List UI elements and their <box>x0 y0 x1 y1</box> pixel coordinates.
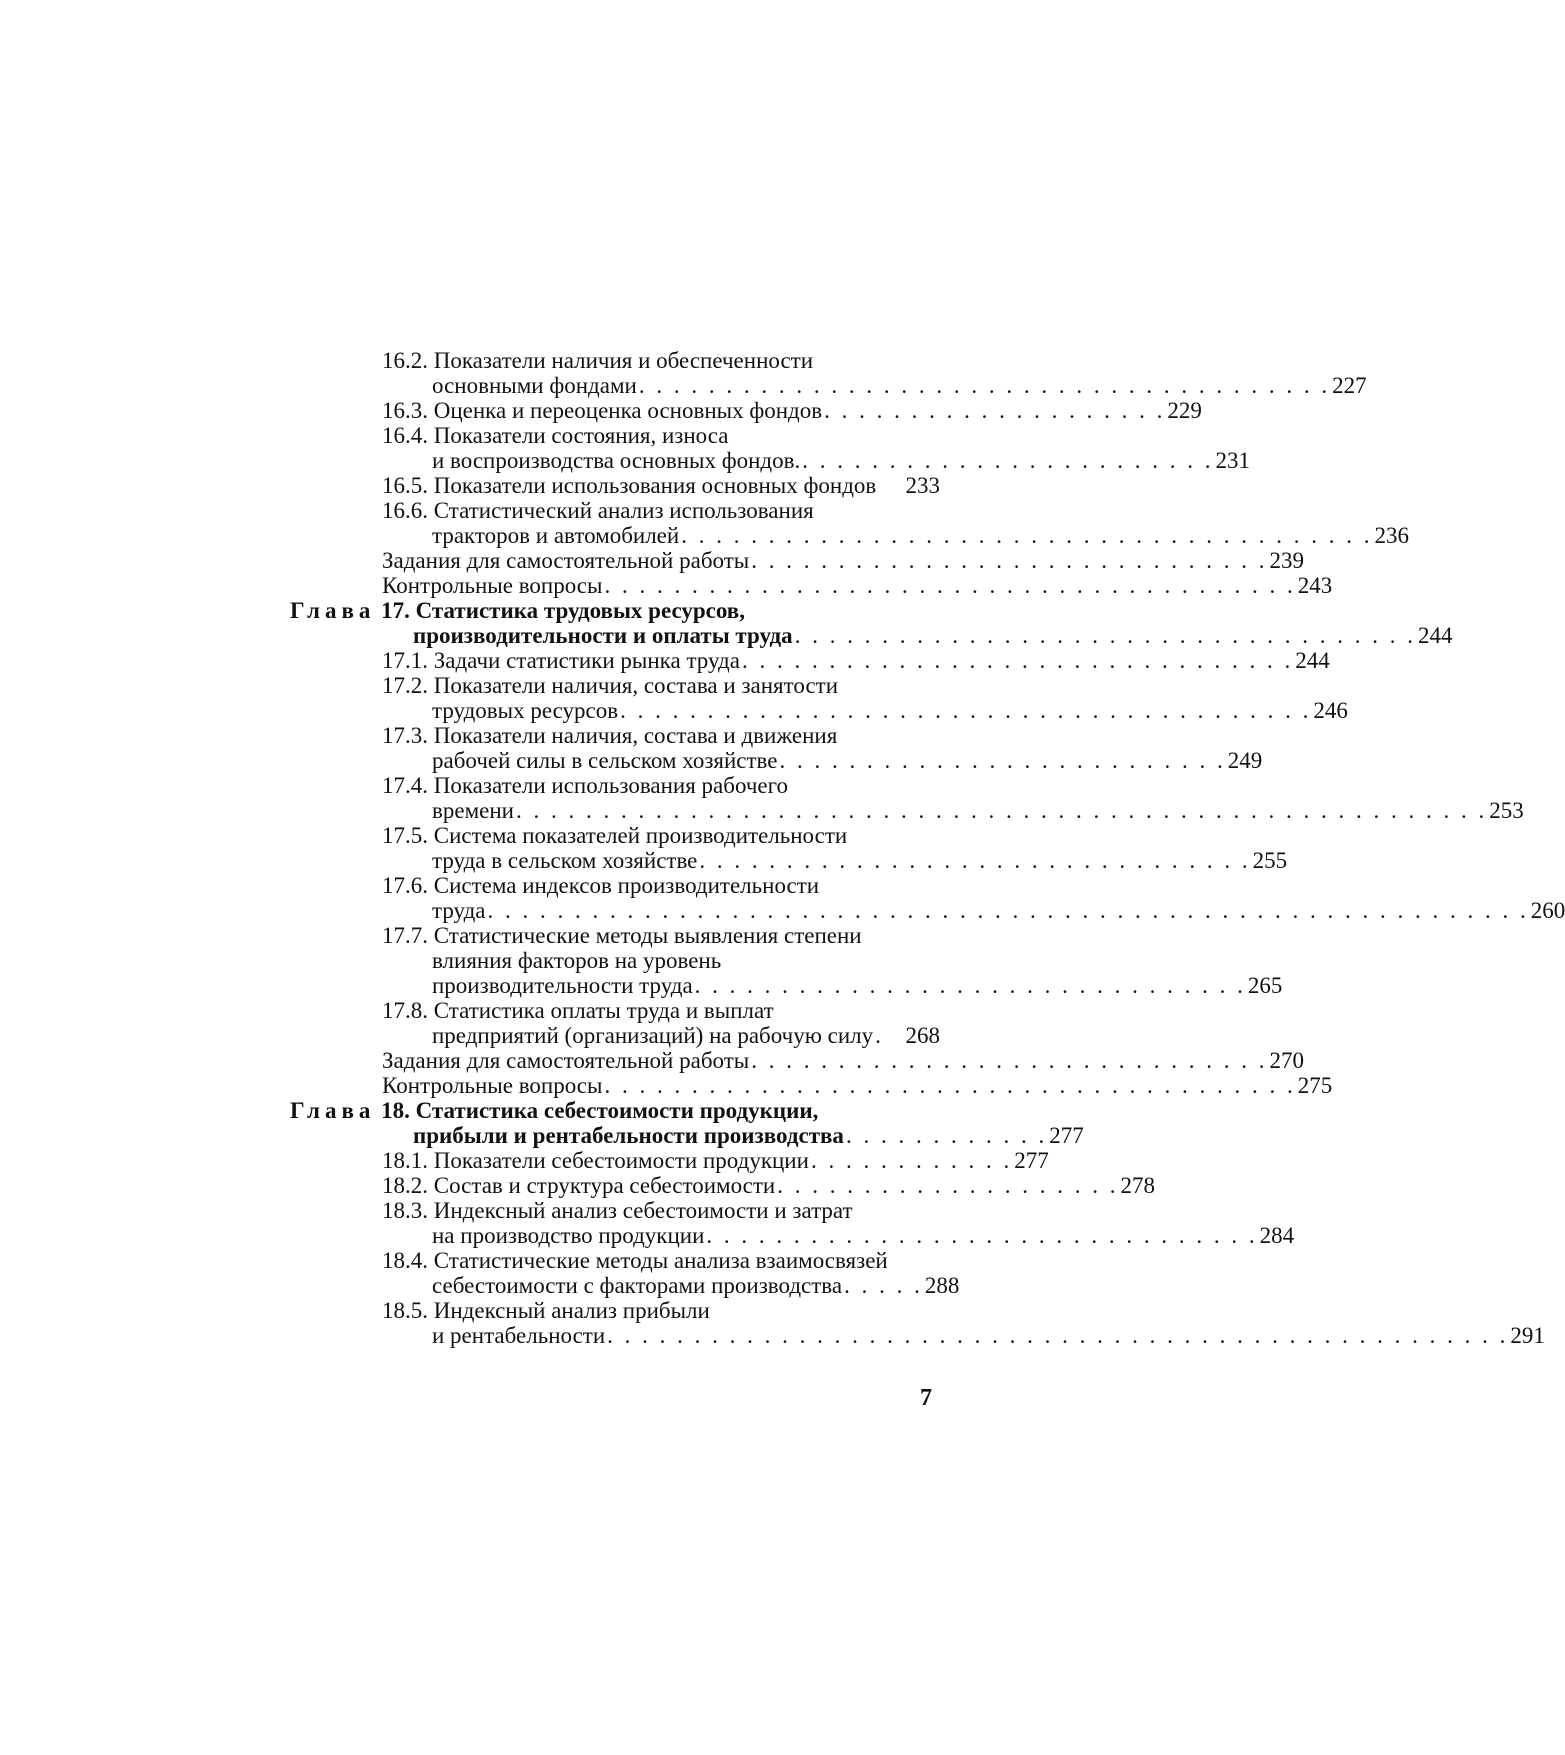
section-number: 16.6. <box>382 498 428 523</box>
toc-entry-17-6: 17.6. Система индексов производительности труда . . . . . . . . . . . . . . . . . . . . . . . . . . . . . . . . . . . . . . . . . . . . . . . . . . . . . . . . . . . . 260 <box>382 873 1565 923</box>
section-number: 16.2. <box>382 348 428 373</box>
entry-title: Задания для самостоятельной работы <box>382 1048 750 1073</box>
section-title-cont: рабочей силы в сельском хозяйстве <box>432 748 778 773</box>
entry-title: Контрольные вопросы <box>382 573 603 598</box>
section-title: Показатели наличия, состава и движения <box>433 723 838 748</box>
page-ref: 270 <box>1269 1048 1304 1073</box>
toc-entry-16-4: 16.4. Показатели состояния, износа и воспроизводства основных фондов. . . . . . . . . . . . . . . . . . . . . . . . . 231 <box>382 423 1250 473</box>
toc-entry-18-3: 18.3. Индексный анализ себестоимости и затрат на производство продукции . . . . . . . . . . . . . . . . . . . . . . . . . . . . . . . . 284 <box>382 1198 1295 1248</box>
page-ref: 249 <box>1227 748 1263 773</box>
section-number: 17.2. <box>382 673 428 698</box>
section-number: 18.2. <box>382 1173 428 1198</box>
entry-title: Задания для самостоятельной работы <box>382 548 750 573</box>
section-title: Статистический анализ использования <box>433 498 814 523</box>
page-ref: 239 <box>1269 548 1304 573</box>
section-number: 18.3. <box>382 1198 428 1223</box>
page-ref: 277 <box>1014 1148 1049 1173</box>
toc-entry-17-4: 17.4. Показатели использования рабочего времени . . . . . . . . . . . . . . . . . . . . . . . . . . . . . . . . . . . . . . . . . . . . . . . . . . . . . . . . 253 <box>382 773 1524 823</box>
page-ref: 255 <box>1252 848 1288 873</box>
section-title-cont: трудовых ресурсов <box>432 698 619 723</box>
toc-entry-tasks-16: Задания для самостоятельной работы . . . . . . . . . . . . . . . . . . . . . . . . . . . . . . 239 <box>382 548 1304 573</box>
toc-entry-questions-17: Контрольные вопросы . . . . . . . . . . . . . . . . . . . . . . . . . . . . . . . . . . . . . . . . 275 <box>382 1073 1333 1098</box>
section-title-cont: производительности труда <box>432 973 693 998</box>
toc-entry-16-5 <box>290 473 940 498</box>
page-ref: 268 <box>905 1023 940 1048</box>
section-title-cont: времени <box>432 798 514 823</box>
section-number: 18.1. <box>382 1148 428 1173</box>
chapter-title: 18. Статистика себестоимости продукции, <box>381 1098 819 1123</box>
table-of-contents <box>290 348 1565 1348</box>
section-title-cont: влияния факторов на уровень <box>432 948 722 973</box>
toc-chapter-17: Глава 17. Статистика трудовых ресурсов, производительности и оплаты труда . . . . . . . . . . . . . . . . . . . . . . . . . . . . . . . . . . . . 244 <box>290 598 1453 648</box>
section-number: 17.8. <box>382 998 428 1023</box>
page-ref: 243 <box>1297 573 1333 598</box>
page-ref: 244 <box>1295 648 1330 673</box>
toc-entry-17-2: 17.2. Показатели наличия, состава и занятости трудовых ресурсов . . . . . . . . . . . . . . . . . . . . . . . . . . . . . . . . . . . . . . . . 246 <box>382 673 1348 723</box>
page-ref: 227 <box>1332 373 1367 398</box>
toc-entry-18-4: 18.4. Статистические методы анализа взаимосвязей себестоимости с факторами производства . . . . . 288 <box>382 1248 960 1298</box>
page-ref: 275 <box>1297 1073 1333 1098</box>
section-number: 18.4. <box>382 1248 428 1273</box>
page-ref: 288 <box>924 1273 960 1298</box>
page-ref: 246 <box>1313 698 1348 723</box>
section-title: Система индексов производительности <box>433 873 820 898</box>
section-number: 17.7. <box>382 923 428 948</box>
section-title: Статистика оплаты труда и выплат <box>433 998 774 1023</box>
section-number: 16.3. <box>382 398 428 423</box>
section-number: 17.5. <box>382 823 428 848</box>
section-title-cont: труда <box>432 898 486 923</box>
section-title-cont: труда в сельском хозяйстве <box>432 848 698 873</box>
section-number: 17.6. <box>382 873 428 898</box>
section-title: Показатели себестоимости продукции <box>433 1148 809 1173</box>
toc-entry-16-3: 16.3. Оценка и переоценка основных фондов . . . . . . . . . . . . . . . . . . . . 229 <box>382 398 1202 423</box>
section-title: Статистические методы выявления степени <box>433 923 862 948</box>
section-title-cont: основными фондами <box>432 373 637 398</box>
section-title: Показатели использования основных фондов <box>433 473 877 498</box>
chapter-label: Глава <box>290 598 376 623</box>
page-ref: 244 <box>1417 623 1453 648</box>
page-ref: 291 <box>1510 1323 1545 1348</box>
section-title-cont: и рентабельности <box>432 1323 606 1348</box>
page-ref: 229 <box>1167 398 1202 423</box>
section-number: 17.3. <box>382 723 428 748</box>
toc-entry-18-5: 18.5. Индексный анализ прибыли и рентабельности . . . . . . . . . . . . . . . . . . . . . . . . . . . . . . . . . . . . . . . . . . . . . . . . . . . . 291 <box>382 1298 1545 1348</box>
page-ref: 253 <box>1489 798 1524 823</box>
toc-entry-questions-16: Контрольные вопросы . . . . . . . . . . . . . . . . . . . . . . . . . . . . . . . . . . . . . . . . 243 <box>382 573 1333 598</box>
section-title: Статистические методы анализа взаимосвязей <box>433 1248 888 1273</box>
section-title: Индексный анализ прибыли <box>433 1298 710 1323</box>
section-title: Показатели наличия и обеспеченности <box>433 348 814 373</box>
chapter-title-cont: прибыли и рентабельности производства <box>413 1123 844 1148</box>
toc-entry-17-7: 17.7. Статистические методы выявления степени влияния факторов на уровень производительности труда . . . . . . . . . . . . . . . . . . . . . . . . . . . . . . . . 265 <box>382 923 1283 998</box>
toc-entry-16-2: 16.2. Показатели наличия и обеспеченности основными фондами . . . . . . . . . . . . . . . . . . . . . . . . . . . . . . . . . . . . . . . . 227 <box>382 348 1367 398</box>
section-title: Показатели наличия, состава и занятости <box>433 673 839 698</box>
entry-title: Контрольные вопросы <box>382 1073 603 1098</box>
section-title-cont: на производство продукции <box>432 1223 705 1248</box>
section-title: Состав и структура себестоимости <box>433 1173 776 1198</box>
page-ref: 260 <box>1530 898 1565 923</box>
section-title: Оценка и переоценка основных фондов <box>433 398 823 423</box>
page-ref: 233 <box>905 473 940 498</box>
section-title-cont: и воспроизводства основных фондов. <box>432 448 801 473</box>
section-title: Индексный анализ себестоимости и затрат <box>433 1198 853 1223</box>
chapter-label: Глава <box>290 1098 376 1123</box>
section-number: 17.4. <box>382 773 428 798</box>
toc-entry-18-1: 18.1. Показатели себестоимости продукции . . . . . . . . . . . . 277 <box>382 1148 1049 1173</box>
section-title-cont: тракторов и автомобилей <box>432 523 680 548</box>
page-ref: 265 <box>1247 973 1283 998</box>
page-ref: 277 <box>1049 1123 1084 1148</box>
page-ref: 278 <box>1120 1173 1155 1198</box>
section-title-cont: предприятий (организаций) на рабочую силу <box>432 1023 874 1048</box>
toc-entry-17-1: 17.1. Задачи статистики рынка труда . . . . . . . . . . . . . . . . . . . . . . . . . . . . . . . . 244 <box>382 648 1330 673</box>
chapter-title: 17. Статистика трудовых ресурсов, <box>381 598 745 623</box>
toc-entry-17-3: 17.3. Показатели наличия, состава и движения рабочей силы в сельском хозяйстве . . . . . . . . . . . . . . . . . . . . . . . . . . 249 <box>382 723 1263 773</box>
page-number: 7 <box>920 1385 932 1411</box>
page-ref: 284 <box>1259 1223 1295 1248</box>
toc-entry-tasks-17: Задания для самостоятельной работы . . . . . . . . . . . . . . . . . . . . . . . . . . . . . . 270 <box>382 1048 1304 1073</box>
section-title: Показатели использования рабочего <box>433 773 788 798</box>
page-ref: 236 <box>1374 523 1409 548</box>
section-title: Система показателей производительности <box>433 823 848 848</box>
chapter-title-cont: производительности и оплаты труда <box>413 623 793 648</box>
toc-entry-17-5: 17.5. Система показателей производительности труда в сельском хозяйстве . . . . . . . . . . . . . . . . . . . . . . . . . . . . . . . . 255 <box>382 823 1288 873</box>
section-number: 16.4. <box>382 423 428 448</box>
page-ref: 231 <box>1215 448 1250 473</box>
toc-entry-16-6: 16.6. Статистический анализ использования тракторов и автомобилей . . . . . . . . . . . . . . . . . . . . . . . . . . . . . . . . . . . . . . . . 236 <box>382 498 1409 548</box>
section-number: 17.1. <box>382 648 428 673</box>
toc-entry-18-2: 18.2. Состав и структура себестоимости . . . . . . . . . . . . . . . . . . . . 278 <box>382 1173 1155 1198</box>
section-number: 18.5. <box>382 1298 428 1323</box>
section-number: 16.5. <box>382 473 428 498</box>
toc-chapter-18: Глава 18. Статистика себестоимости продукции, прибыли и рентабельности производства . . . . . . . . . . . . 277 <box>290 1098 1084 1148</box>
section-title: Показатели состояния, износа <box>433 423 729 448</box>
section-title-cont: себестоимости с факторами производства <box>432 1273 843 1298</box>
toc-entry-17-8: 17.8. Статистика оплаты труда и выплат предприятий (организаций) на рабочую силу . 268 <box>382 998 940 1048</box>
section-title: Задачи статистики рынка труда <box>433 648 740 673</box>
